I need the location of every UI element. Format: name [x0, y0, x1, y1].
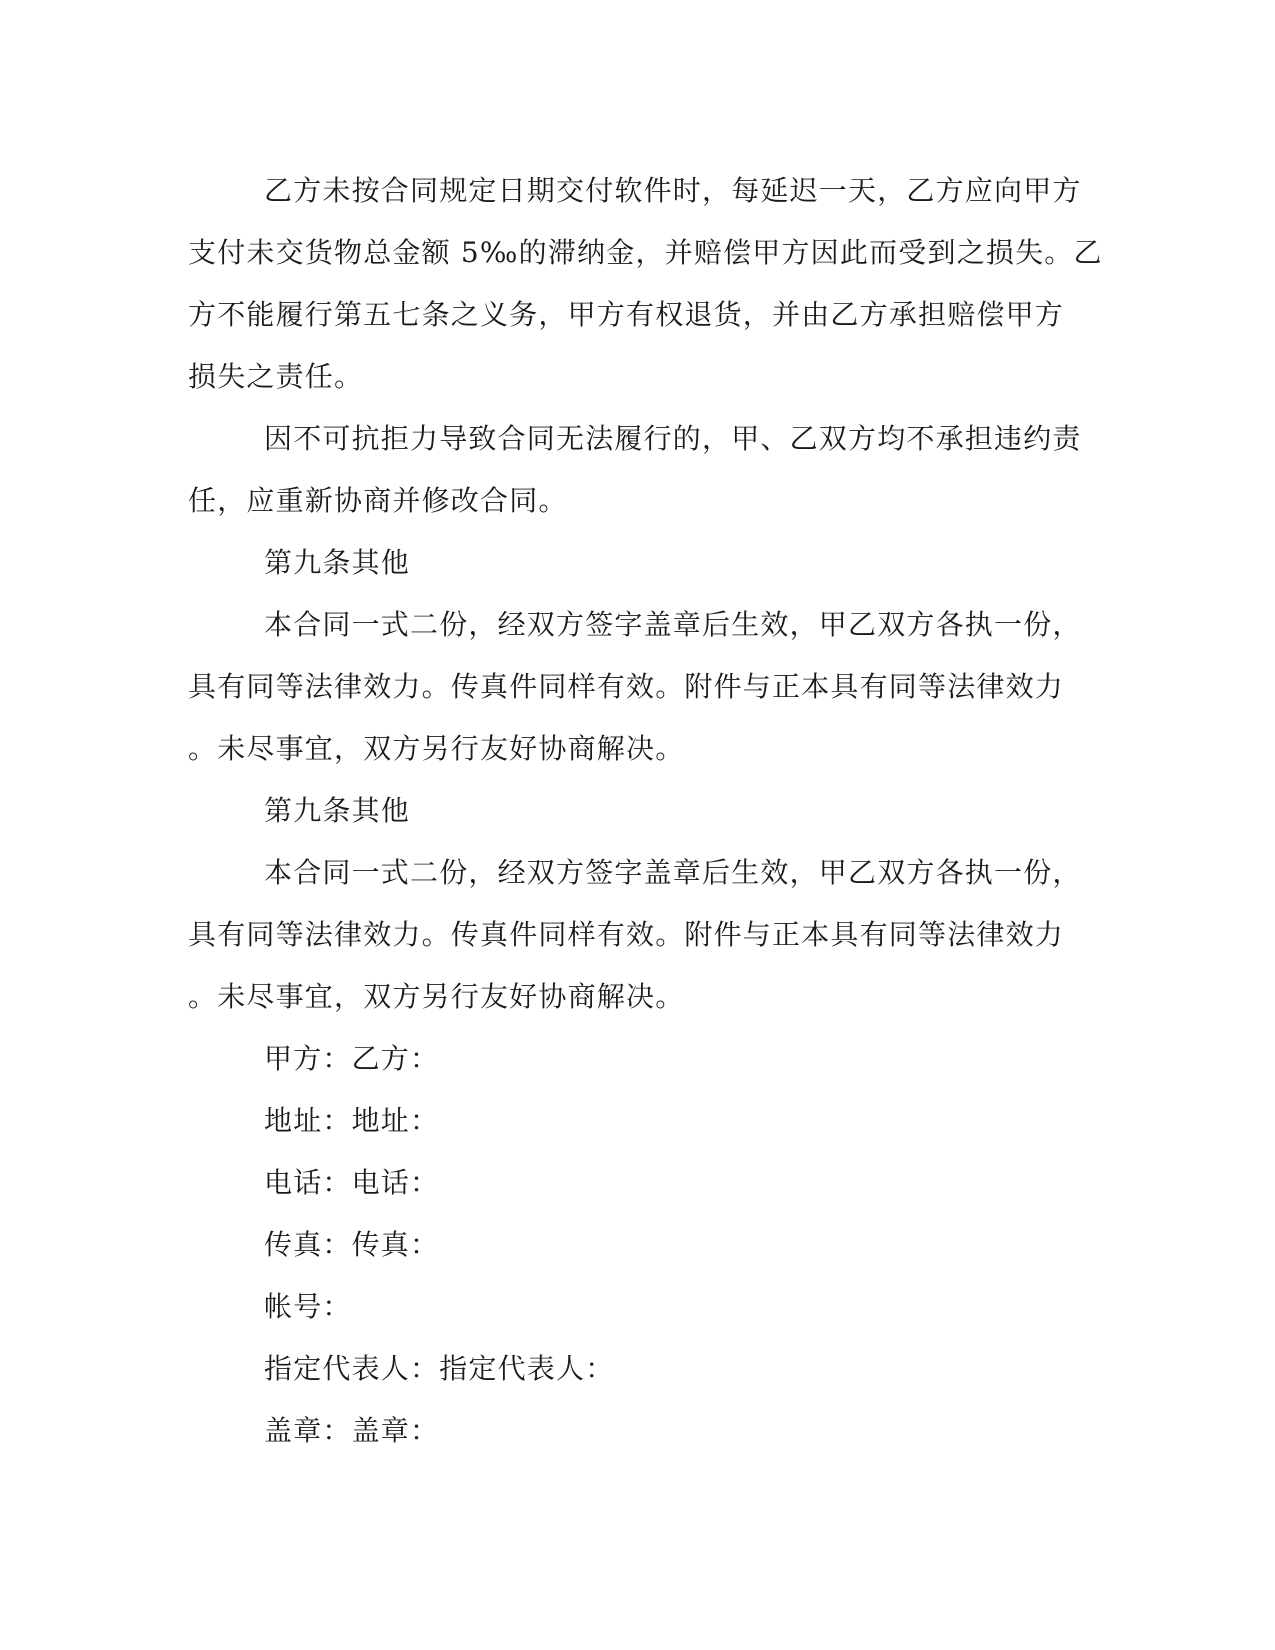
document-body: [188, 160, 1103, 1462]
paragraph-line: 方不能履行第五七条之义务，甲方有权退货，并由乙方承担赔偿甲方: [188, 298, 1065, 331]
signature-field-phone: 电话：电话：: [264, 1166, 440, 1199]
paragraph-line: 因不可抗拒力导致合同无法履行的，甲、乙双方均不承担违约责: [264, 422, 1082, 455]
paragraph-line: 乙方未按合同规定日期交付软件时，每延迟一天，乙方应向甲方: [264, 174, 1082, 207]
paragraph-line: 本合同一式二份，经双方签字盖章后生效，甲乙双方各执一份，: [264, 608, 1082, 641]
paragraph-line: 本合同一式二份，经双方签字盖章后生效，甲乙双方各执一份，: [264, 856, 1082, 889]
section-heading: 第九条其他: [264, 546, 411, 579]
signature-field-address: 地址：地址：: [264, 1104, 440, 1137]
section-heading: 第九条其他: [264, 794, 411, 827]
paragraph-line: 。未尽事宜，双方另行友好协商解决。: [188, 732, 685, 765]
signature-field-representative: 指定代表人：指定代表人：: [264, 1352, 615, 1385]
paragraph-line: 具有同等法律效力。传真件同样有效。附件与正本具有同等法律效力: [188, 670, 1065, 703]
paragraph-line: 任，应重新协商并修改合同。: [188, 484, 568, 517]
paragraph-line: 支付未交货物总金额 5‰的滞纳金，并赔偿甲方因此而受到之损失。乙: [188, 236, 1103, 269]
signature-field-party: 甲方：乙方：: [264, 1042, 440, 1075]
paragraph-line: 损失之责任。: [188, 360, 364, 393]
signature-field-seal: 盖章：盖章：: [264, 1414, 440, 1447]
signature-field-account: 帐号：: [264, 1290, 352, 1323]
signature-field-fax: 传真：传真：: [264, 1228, 440, 1261]
paragraph-line: 。未尽事宜，双方另行友好协商解决。: [188, 980, 685, 1013]
paragraph-line: 具有同等法律效力。传真件同样有效。附件与正本具有同等法律效力: [188, 918, 1065, 951]
